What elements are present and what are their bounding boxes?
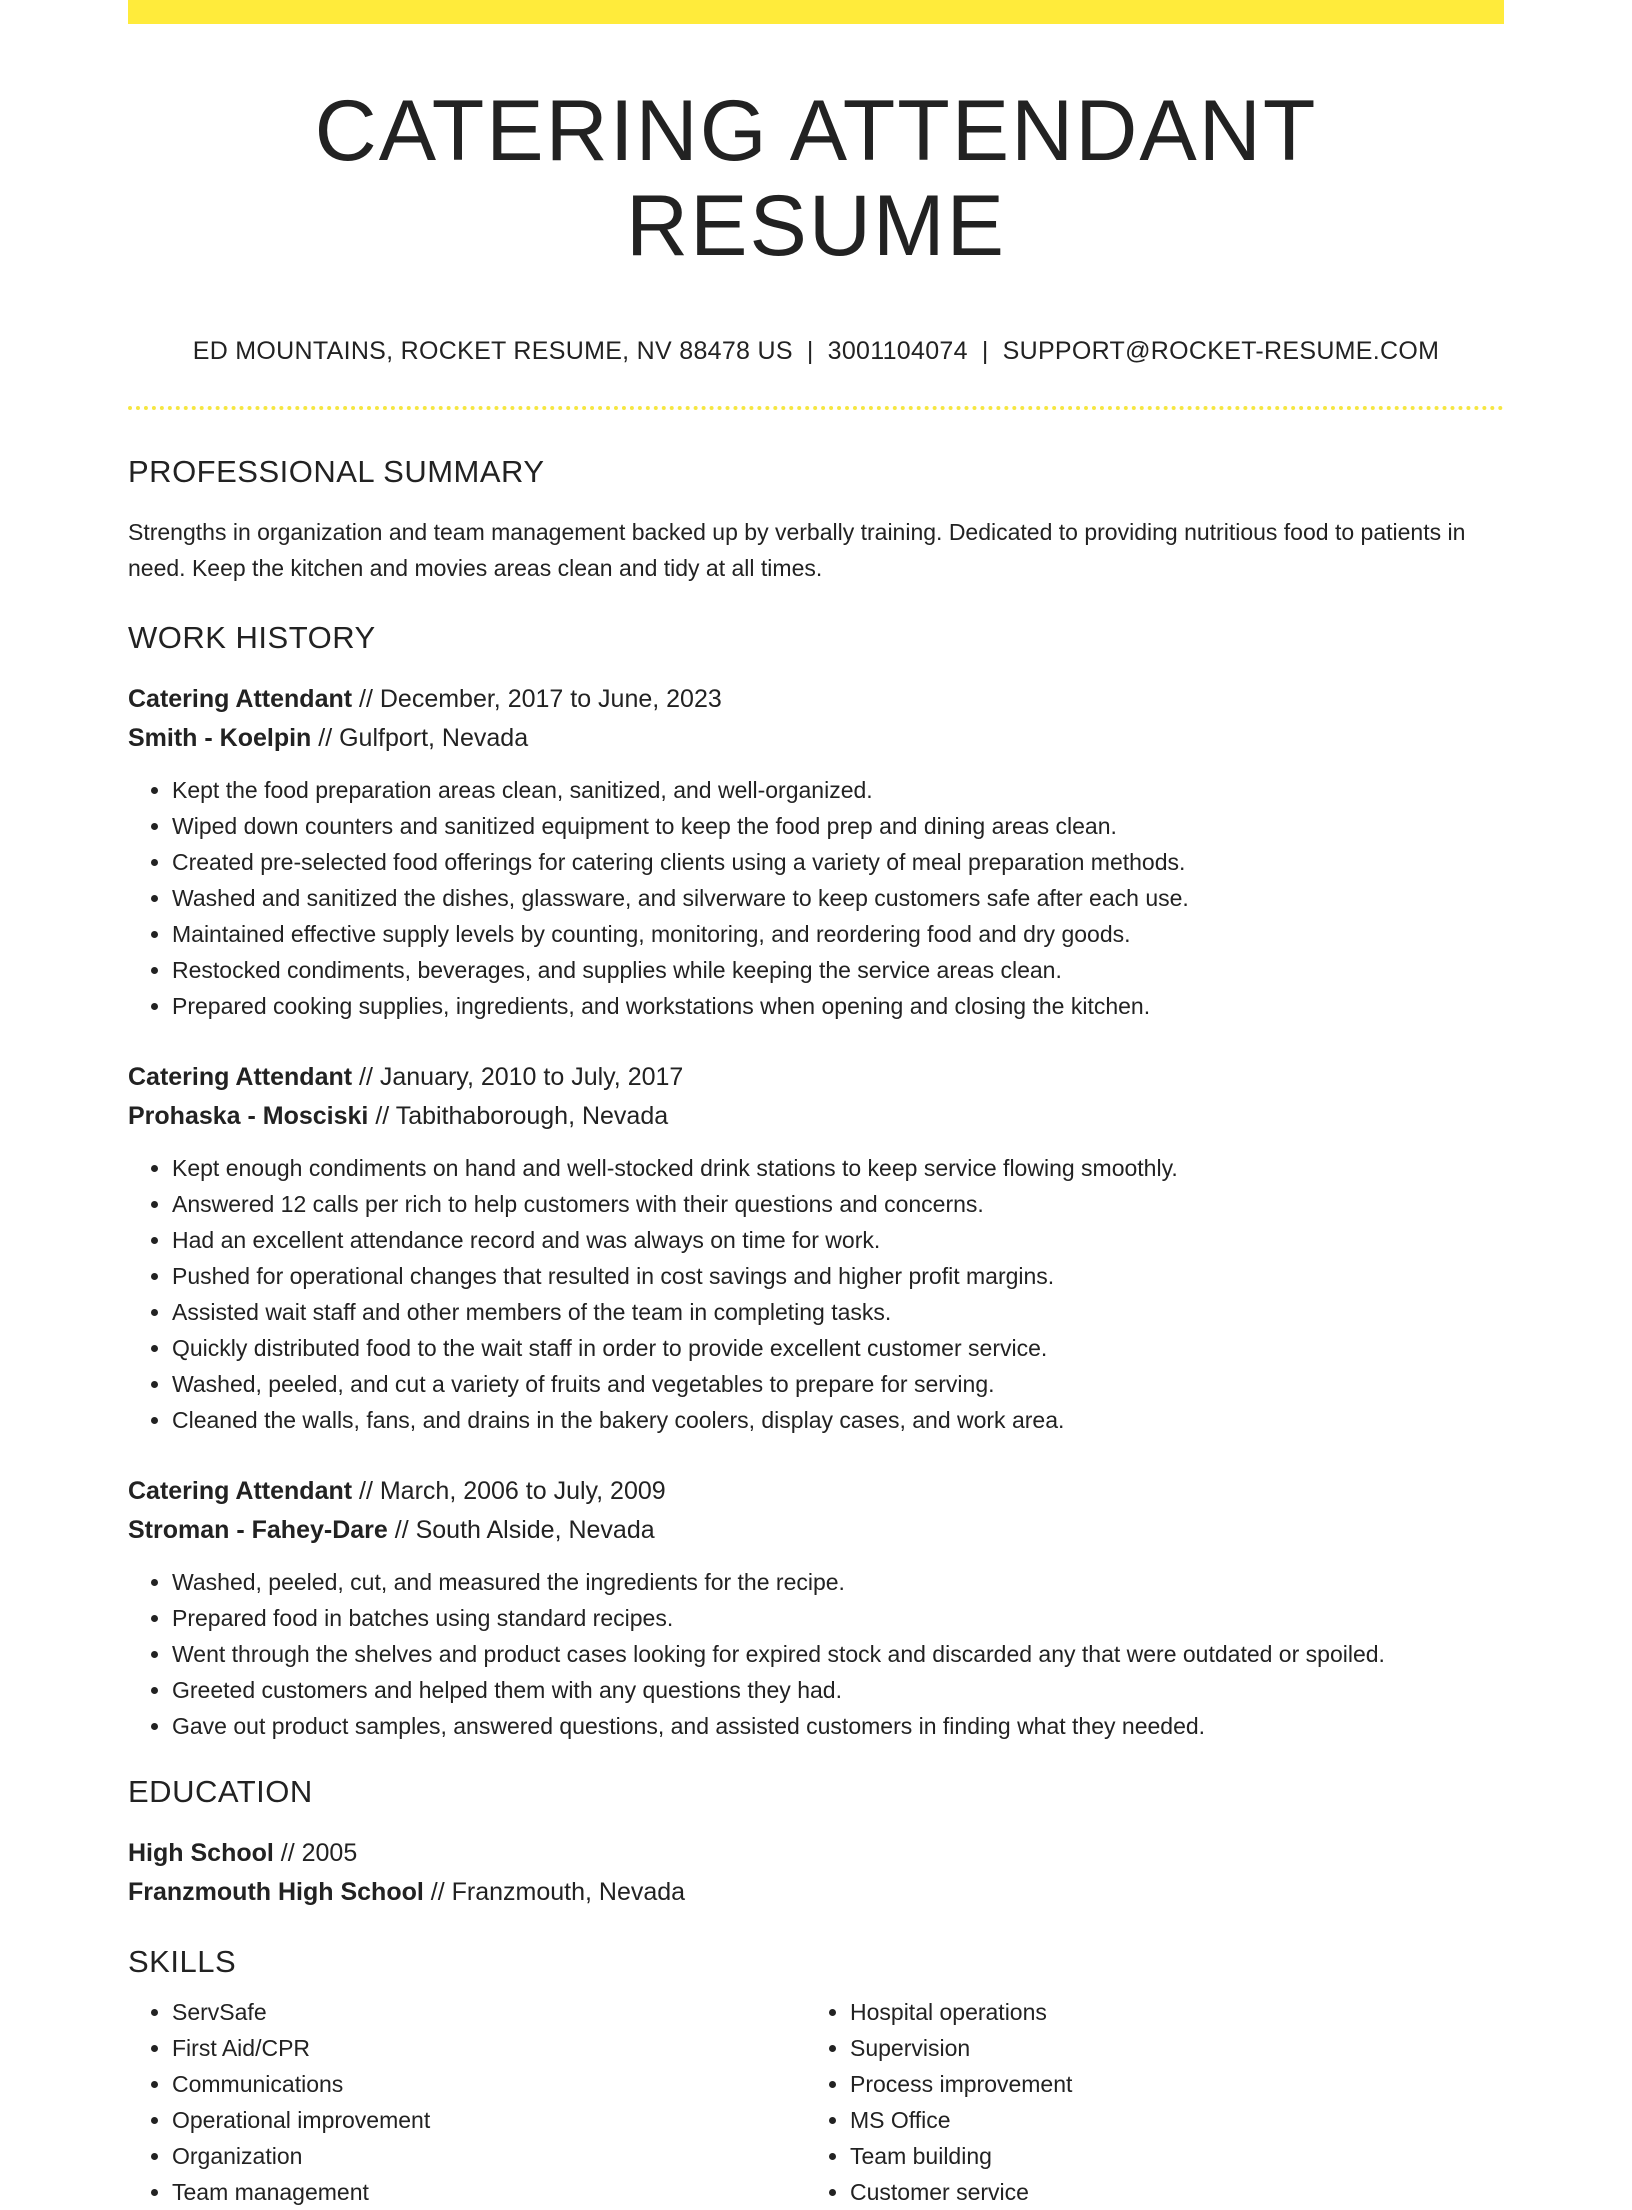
- skill-item: • Team building: [850, 2138, 1484, 2174]
- list-item: • Washed and sanitized the dishes, glassware, and silverware to keep customers safe after each use.: [172, 880, 1504, 916]
- list-item: • Went through the shelves and product cases looking for expired stock and discarded any that were outdated or spoiled.: [172, 1636, 1504, 1672]
- skill-item: • Communications: [172, 2066, 806, 2102]
- list-item: • Restocked condiments, beverages, and supplies while keeping the service areas clean.: [172, 952, 1504, 988]
- job-duties-list: [128, 1564, 1504, 1744]
- job-location: // Tabithaborough, Nevada: [368, 1102, 669, 1131]
- job-title: Catering Attendant: [128, 1063, 353, 1092]
- job-duties-list: [128, 772, 1504, 1024]
- job-company-line: [128, 1511, 1504, 1550]
- skill-item: • Process improvement: [850, 2066, 1484, 2102]
- job-title: Catering Attendant: [128, 1477, 353, 1506]
- contact-separator: |: [806, 337, 814, 366]
- skill-item: • MS Office: [850, 2102, 1484, 2138]
- list-item: • Washed, peeled, and cut a variety of fruits and vegetables to prepare for serving.: [172, 1366, 1504, 1402]
- contact-separator: |: [981, 337, 989, 366]
- list-item: • Gave out product samples, answered questions, and assisted customers in finding what they needed.: [172, 1708, 1504, 1744]
- job-title-line: [128, 1472, 1504, 1511]
- list-item: • Cleaned the walls, fans, and drains in the bakery coolers, display cases, and work area.: [172, 1402, 1504, 1438]
- contact-phone: 3001104074: [827, 337, 968, 366]
- job-entry: [128, 1472, 1504, 1744]
- work-history-heading: WORK HISTORY: [128, 620, 376, 656]
- skills-list: [806, 1994, 1484, 2210]
- education-heading: EDUCATION: [128, 1774, 313, 1810]
- list-item: • Greeted customers and helped them with any questions they had.: [172, 1672, 1504, 1708]
- job-location: // South Alside, Nevada: [387, 1516, 655, 1545]
- skill-item: • Supervision: [850, 2030, 1484, 2066]
- list-item: • Washed, peeled, cut, and measured the ingredients for the recipe.: [172, 1564, 1504, 1600]
- list-item: • Prepared cooking supplies, ingredients, and workstations when opening and closing the kitchen.: [172, 988, 1504, 1024]
- list-item: • Prepared food in batches using standard recipes.: [172, 1600, 1504, 1636]
- skills-column-left: [128, 1994, 806, 2210]
- job-company: Stroman - Fahey-Dare: [128, 1516, 388, 1545]
- education-school-line: [128, 1873, 1504, 1912]
- list-item: • Kept enough condiments on hand and well-stocked drink stations to keep service flowing smoothly.: [172, 1150, 1504, 1186]
- job-company-line: [128, 1097, 1504, 1136]
- job-duties-list: [128, 1150, 1504, 1438]
- job-entry: [128, 1058, 1504, 1438]
- job-title-line: [128, 680, 1504, 719]
- accent-top-bar: [128, 0, 1504, 24]
- list-item: • Kept the food preparation areas clean, sanitized, and well-organized.: [172, 772, 1504, 808]
- job-title-line: [128, 1058, 1504, 1097]
- job-company: Smith - Koelpin: [128, 724, 312, 753]
- list-item: • Quickly distributed food to the wait staff in order to provide excellent customer service.: [172, 1330, 1504, 1366]
- skills-heading: SKILLS: [128, 1944, 237, 1980]
- list-item: • Wiped down counters and sanitized equipment to keep the food prep and dining areas clean.: [172, 808, 1504, 844]
- skills-grid: [128, 1994, 1504, 2210]
- list-item: • Maintained effective supply levels by counting, monitoring, and reordering food and dry goods.: [172, 916, 1504, 952]
- summary-text: Strengths in organization and team management backed up by verbally training. Dedicated to providing nutritious food to patients in need. Keep the kitchen and movies areas clean and tidy at all times.: [128, 519, 1466, 582]
- contact-email: SUPPORT@ROCKET-RESUME.COM: [1002, 337, 1440, 366]
- contact-line: [128, 337, 1504, 366]
- contact-address: ED MOUNTAINS, ROCKET RESUME, NV 88478 US: [192, 337, 793, 366]
- education-year: // 2005: [273, 1839, 358, 1868]
- skill-item: • ServSafe: [172, 1994, 806, 2030]
- job-dates: // January, 2010 to July, 2017: [352, 1063, 684, 1092]
- job-location: // Gulfport, Nevada: [311, 724, 529, 753]
- skill-item: • Customer service: [850, 2174, 1484, 2210]
- list-item: • Pushed for operational changes that resulted in cost savings and higher profit margins.: [172, 1258, 1504, 1294]
- skill-item: • Operational improvement: [172, 2102, 806, 2138]
- job-company-line: [128, 719, 1504, 758]
- skill-item: • Organization: [172, 2138, 806, 2174]
- education-location: // Franzmouth, Nevada: [423, 1878, 686, 1907]
- summary-heading: PROFESSIONAL SUMMARY: [128, 454, 545, 490]
- education-degree: High School: [128, 1839, 274, 1868]
- list-item: • Had an excellent attendance record and was always on time for work.: [172, 1222, 1504, 1258]
- education-school: Franzmouth High School: [128, 1878, 424, 1907]
- job-title: Catering Attendant: [128, 685, 353, 714]
- list-item: • Created pre-selected food offerings for catering clients using a variety of meal preparation methods.: [172, 844, 1504, 880]
- skill-item: • Hospital operations: [850, 1994, 1484, 2030]
- resume-page: [128, 0, 1504, 2210]
- job-dates: // March, 2006 to July, 2009: [352, 1477, 666, 1506]
- education-entry: [128, 1834, 1504, 1912]
- skills-list: [128, 1994, 806, 2210]
- job-company: Prohaska - Mosciski: [128, 1102, 369, 1131]
- skill-item: • Team management: [172, 2174, 806, 2210]
- job-entry: [128, 680, 1504, 1024]
- skills-column-right: [806, 1994, 1484, 2210]
- list-item: • Assisted wait staff and other members of the team in completing tasks.: [172, 1294, 1504, 1330]
- job-dates: // December, 2017 to June, 2023: [352, 685, 722, 714]
- education-degree-line: [128, 1834, 1504, 1873]
- list-item: • Answered 12 calls per rich to help customers with their questions and concerns.: [172, 1186, 1504, 1222]
- dotted-divider: [128, 406, 1504, 410]
- skill-item: • First Aid/CPR: [172, 2030, 806, 2066]
- resume-title: CATERING ATTENDANT RESUME: [314, 83, 1318, 274]
